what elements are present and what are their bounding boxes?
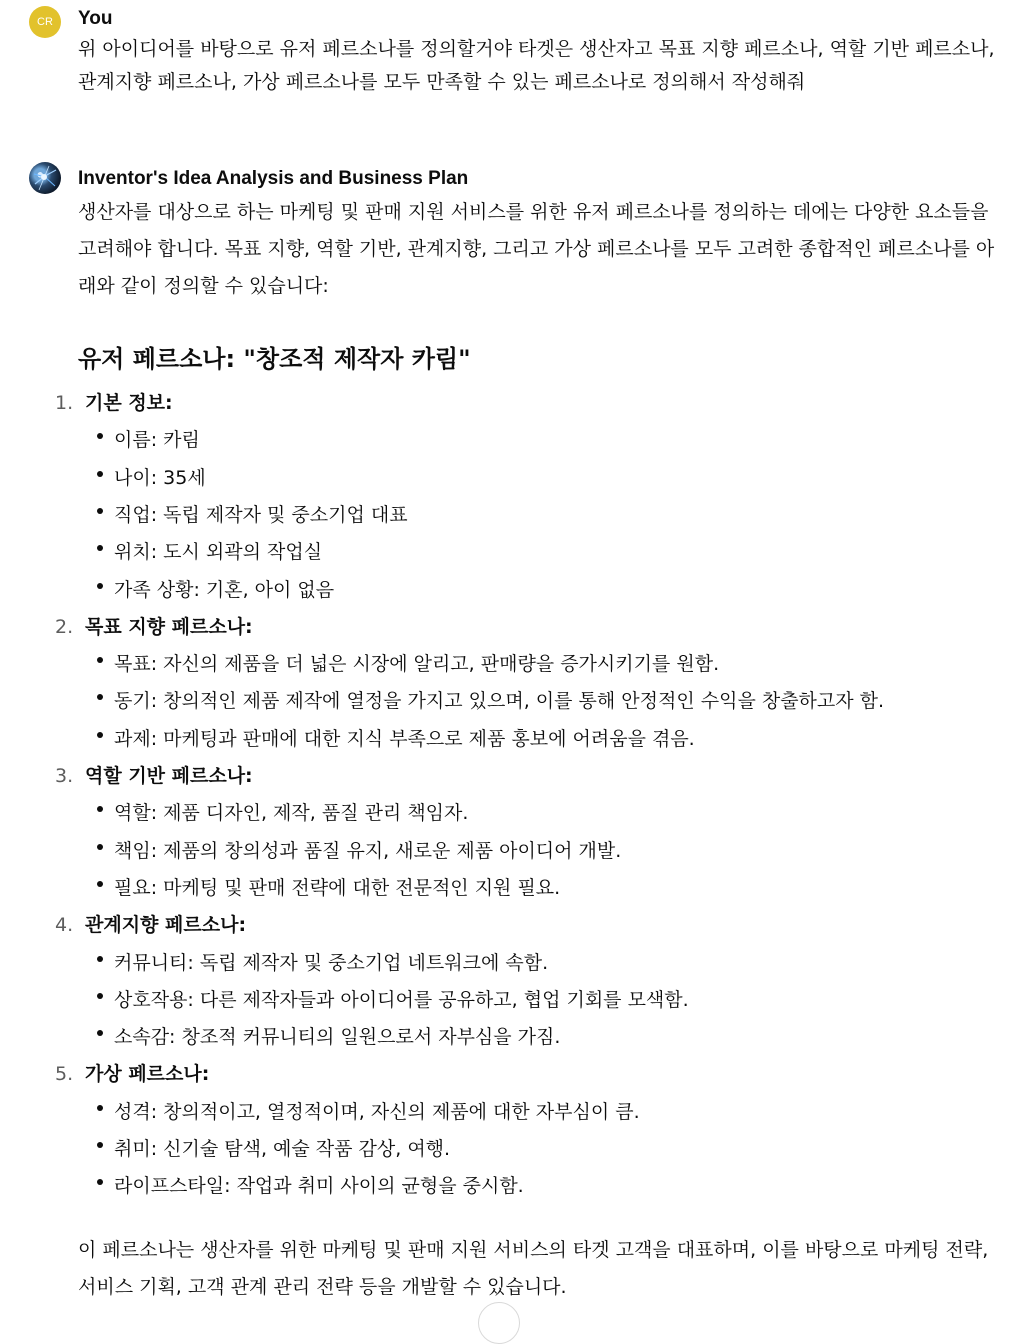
bullet-text: 위치: 도시 외곽의 작업실 [114, 541, 323, 564]
bullet-icon [97, 1179, 103, 1185]
bullet-text: 가족 상황: 기혼, 아이 없음 [114, 578, 335, 601]
list-item [0, 1056, 1020, 1093]
bullet-icon [97, 1142, 103, 1148]
list-item [0, 758, 1020, 795]
user-message-text: 위 아이디어를 바탕으로 유저 페르소나를 정의할거야 타겟은 생산자고 목표 지향 페르소나, 역할 기반 페르소나, 관계지향 페르소나, 가상 페르소나를 모두 만족할 수 있는 페르소나로 정의해서 작성해줘 [78, 38, 995, 93]
assistant-message [0, 162, 1020, 1314]
section-title: 역할 기반 페르소나: [85, 765, 253, 787]
bullet-item [0, 1094, 1020, 1131]
list-number: 3. [55, 765, 74, 787]
bullet-item [0, 945, 1020, 982]
bullet-icon [97, 881, 103, 887]
bullet-text: 책임: 제품의 창의성과 품질 유지, 새로운 제품 아이디어 개발. [114, 839, 622, 862]
bullet-icon [97, 694, 103, 700]
bullet-icon [97, 583, 103, 589]
bullet-text: 커뮤니티: 독립 제작자 및 중소기업 네트워크에 속함. [114, 951, 549, 974]
user-name: You [78, 8, 113, 29]
user-avatar: CR [29, 6, 61, 38]
bullet-text: 라이프스타일: 작업과 취미 사이의 균형을 중시함. [114, 1175, 524, 1198]
bullet-item [0, 1019, 1020, 1056]
bullet-item [0, 795, 1020, 832]
bullet-icon [97, 508, 103, 514]
bullet-text: 과제: 마케팅과 판매에 대한 지식 부족으로 제품 홍보에 어려움을 겪음. [114, 727, 695, 750]
gpt-avatar-icon [29, 162, 61, 194]
bullet-text: 동기: 창의적인 제품 제작에 열정을 가지고 있으며, 이를 통해 안정적인 수익을 창출하고자 함. [114, 690, 885, 713]
bullet-text: 성격: 창의적이고, 열정적이며, 자신의 제품에 대한 자부심이 큼. [114, 1100, 640, 1123]
bullet-text: 필요: 마케팅 및 판매 전략에 대한 전문적인 지원 필요. [114, 876, 561, 899]
bullet-icon [97, 1105, 103, 1111]
bullet-icon [97, 806, 103, 812]
bullet-text: 목표: 자신의 제품을 더 넓은 시장에 알리고, 판매량을 증가시키기를 원함. [114, 653, 720, 676]
bullet-icon [97, 1030, 103, 1036]
bullet-icon [97, 433, 103, 439]
bullet-icon [97, 545, 103, 551]
bullet-icon [97, 657, 103, 663]
assistant-name: Inventor's Idea Analysis and Business Plan [78, 168, 469, 189]
bullet-item [0, 870, 1020, 907]
bullet-item [0, 422, 1020, 459]
list-number: 4. [55, 914, 74, 937]
bullet-item [0, 721, 1020, 758]
section-title: 목표 지향 페르소나: [85, 615, 253, 638]
bullet-icon [97, 993, 103, 999]
bullet-item [0, 833, 1020, 870]
bullet-item [0, 683, 1020, 720]
list-number: 5. [55, 1063, 74, 1086]
bullet-item [0, 982, 1020, 1019]
gpt-avatar [29, 162, 61, 194]
bullet-text: 역할: 제품 디자인, 제작, 품질 관리 책임자. [114, 802, 469, 825]
list-item [0, 385, 1020, 422]
bullet-icon [97, 732, 103, 738]
bullet-item [0, 646, 1020, 683]
persona-heading: 유저 페르소나: "창조적 제작자 카림" [78, 345, 471, 373]
list-item [0, 609, 1020, 646]
bullet-text: 직업: 독립 제작자 및 중소기업 대표 [114, 503, 408, 526]
bullet-item [0, 1131, 1020, 1168]
section-title: 관계지향 페르소나: [85, 914, 247, 937]
list-number: 2. [55, 615, 74, 638]
section-title: 기본 정보: [85, 392, 173, 414]
list-number: 1. [55, 392, 74, 414]
bullet-text: 이름: 카림 [114, 429, 200, 452]
bullet-icon [97, 471, 103, 477]
bullet-text: 상호작용: 다른 제작자들과 아이디어를 공유하고, 협업 기회를 모색함. [114, 988, 689, 1011]
bullet-text: 취미: 신기술 탐색, 예술 작품 감상, 여행. [114, 1138, 451, 1160]
user-message [0, 0, 1020, 110]
bullet-icon [97, 956, 103, 962]
scroll-down-button[interactable] [478, 1302, 520, 1344]
bullet-text: 나이: 35세 [114, 466, 206, 489]
bullet-item [0, 460, 1020, 497]
section-title: 가상 페르소나: [85, 1063, 210, 1086]
bullet-item [0, 534, 1020, 571]
list-item [0, 907, 1020, 944]
bullet-item [0, 497, 1020, 534]
assistant-conclusion: 이 페르소나는 생산자를 위한 마케팅 및 판매 지원 서비스의 타겟 고객을 대표하며, 이를 바탕으로 마케팅 전략, 서비스 기획, 고객 관계 관리 전략 등을 개발할 수 있습니다. [78, 1239, 989, 1298]
bullet-item [0, 572, 1020, 609]
bullet-icon [97, 844, 103, 850]
bullet-text: 소속감: 창조적 커뮤니티의 일원으로서 자부심을 가짐. [114, 1026, 561, 1049]
assistant-intro: 생산자를 대상으로 하는 마케팅 및 판매 지원 서비스를 위한 유저 페르소나를 정의하는 데에는 다양한 요소들을 고려해야 합니다. 목표 지향, 역할 기반, 관계지향, 그리고 가상 페르소나를 모두 고려한 종합적인 페르소나를 아래와 같이 정의할 수 있습니다: [78, 201, 995, 297]
bullet-item [0, 1168, 1020, 1205]
